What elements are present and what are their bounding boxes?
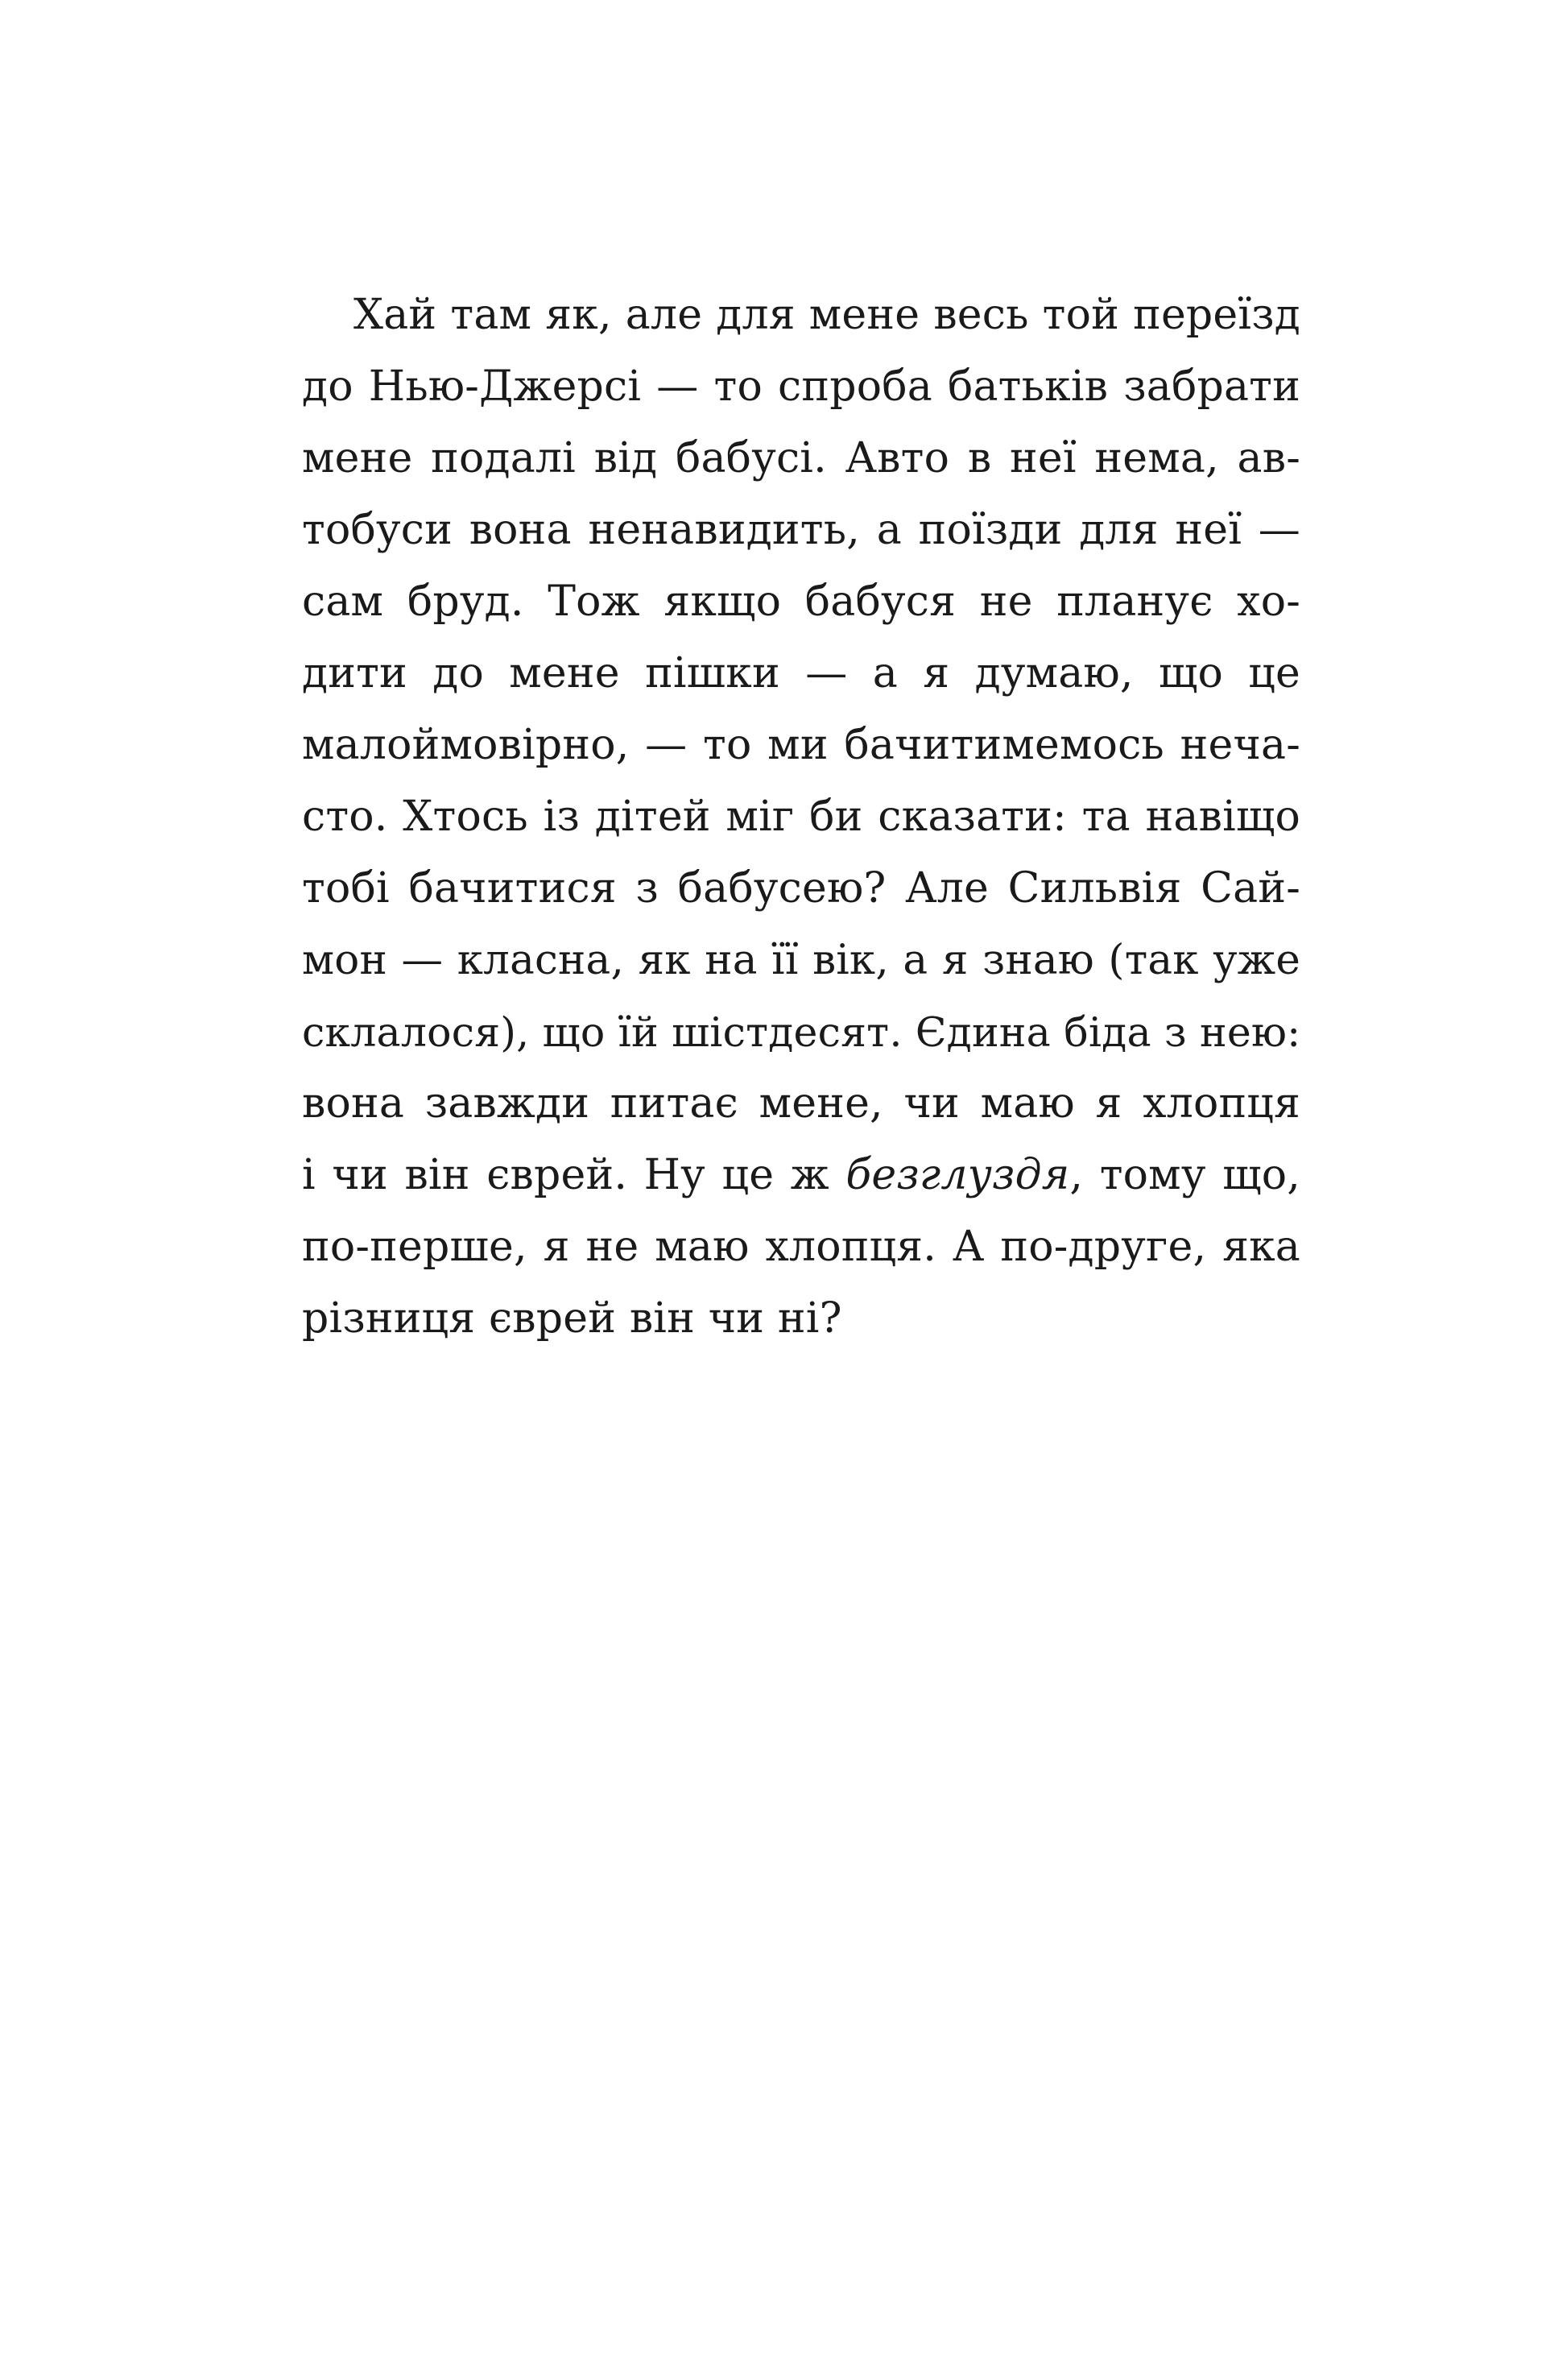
text-line-15: різниця єврей він чи ні? — [302, 1294, 842, 1343]
text-line-14: по-перше, я не маю хлопця. А по-друге, яка — [302, 1223, 1300, 1271]
text-line-2: до Нью-Джерсі — то спроба батьків забрати — [302, 362, 1300, 411]
text-line-5: сам бруд. Тож якщо бабуся не планує хо- — [302, 577, 1300, 626]
emphasis-word: безглуздя — [845, 1151, 1070, 1199]
paragraph — [302, 279, 1300, 1355]
text-line-13-before: і чи він єврей. Ну це ж — [302, 1151, 846, 1199]
text-line-11: склалося), що їй шістдесят. Єдина біда з нею: — [302, 1008, 1301, 1056]
text-line-7: малоймовірно, — то ми бачитимемось неча- — [302, 721, 1300, 769]
text-line-9: тобі бачитися з бабусею? Але Сильвія Сай- — [302, 864, 1300, 913]
text-line-12: вона завжди питає мене, чи маю я хлопця — [302, 1079, 1300, 1128]
text-line-6: дити до мене пішки — а я думаю, що це — [302, 649, 1300, 697]
text-line-10: мон — класна, як на її вік, а я знаю (так уже — [302, 936, 1300, 984]
text-line-8: сто. Хтось із дітей міг би сказати: та навіщо — [302, 793, 1300, 841]
text-line-1: Хай там як, але для мене весь той переїзд — [353, 291, 1300, 339]
text-line-3: мене подалі від бабусі. Авто в неї нема, ав- — [302, 434, 1300, 482]
text-line-13 — [302, 1140, 1300, 1211]
text-line-13-after: , тому що, — [1069, 1151, 1300, 1199]
text-line-4: тобуси вона ненавидить, а поїзди для неї — — [302, 506, 1300, 554]
